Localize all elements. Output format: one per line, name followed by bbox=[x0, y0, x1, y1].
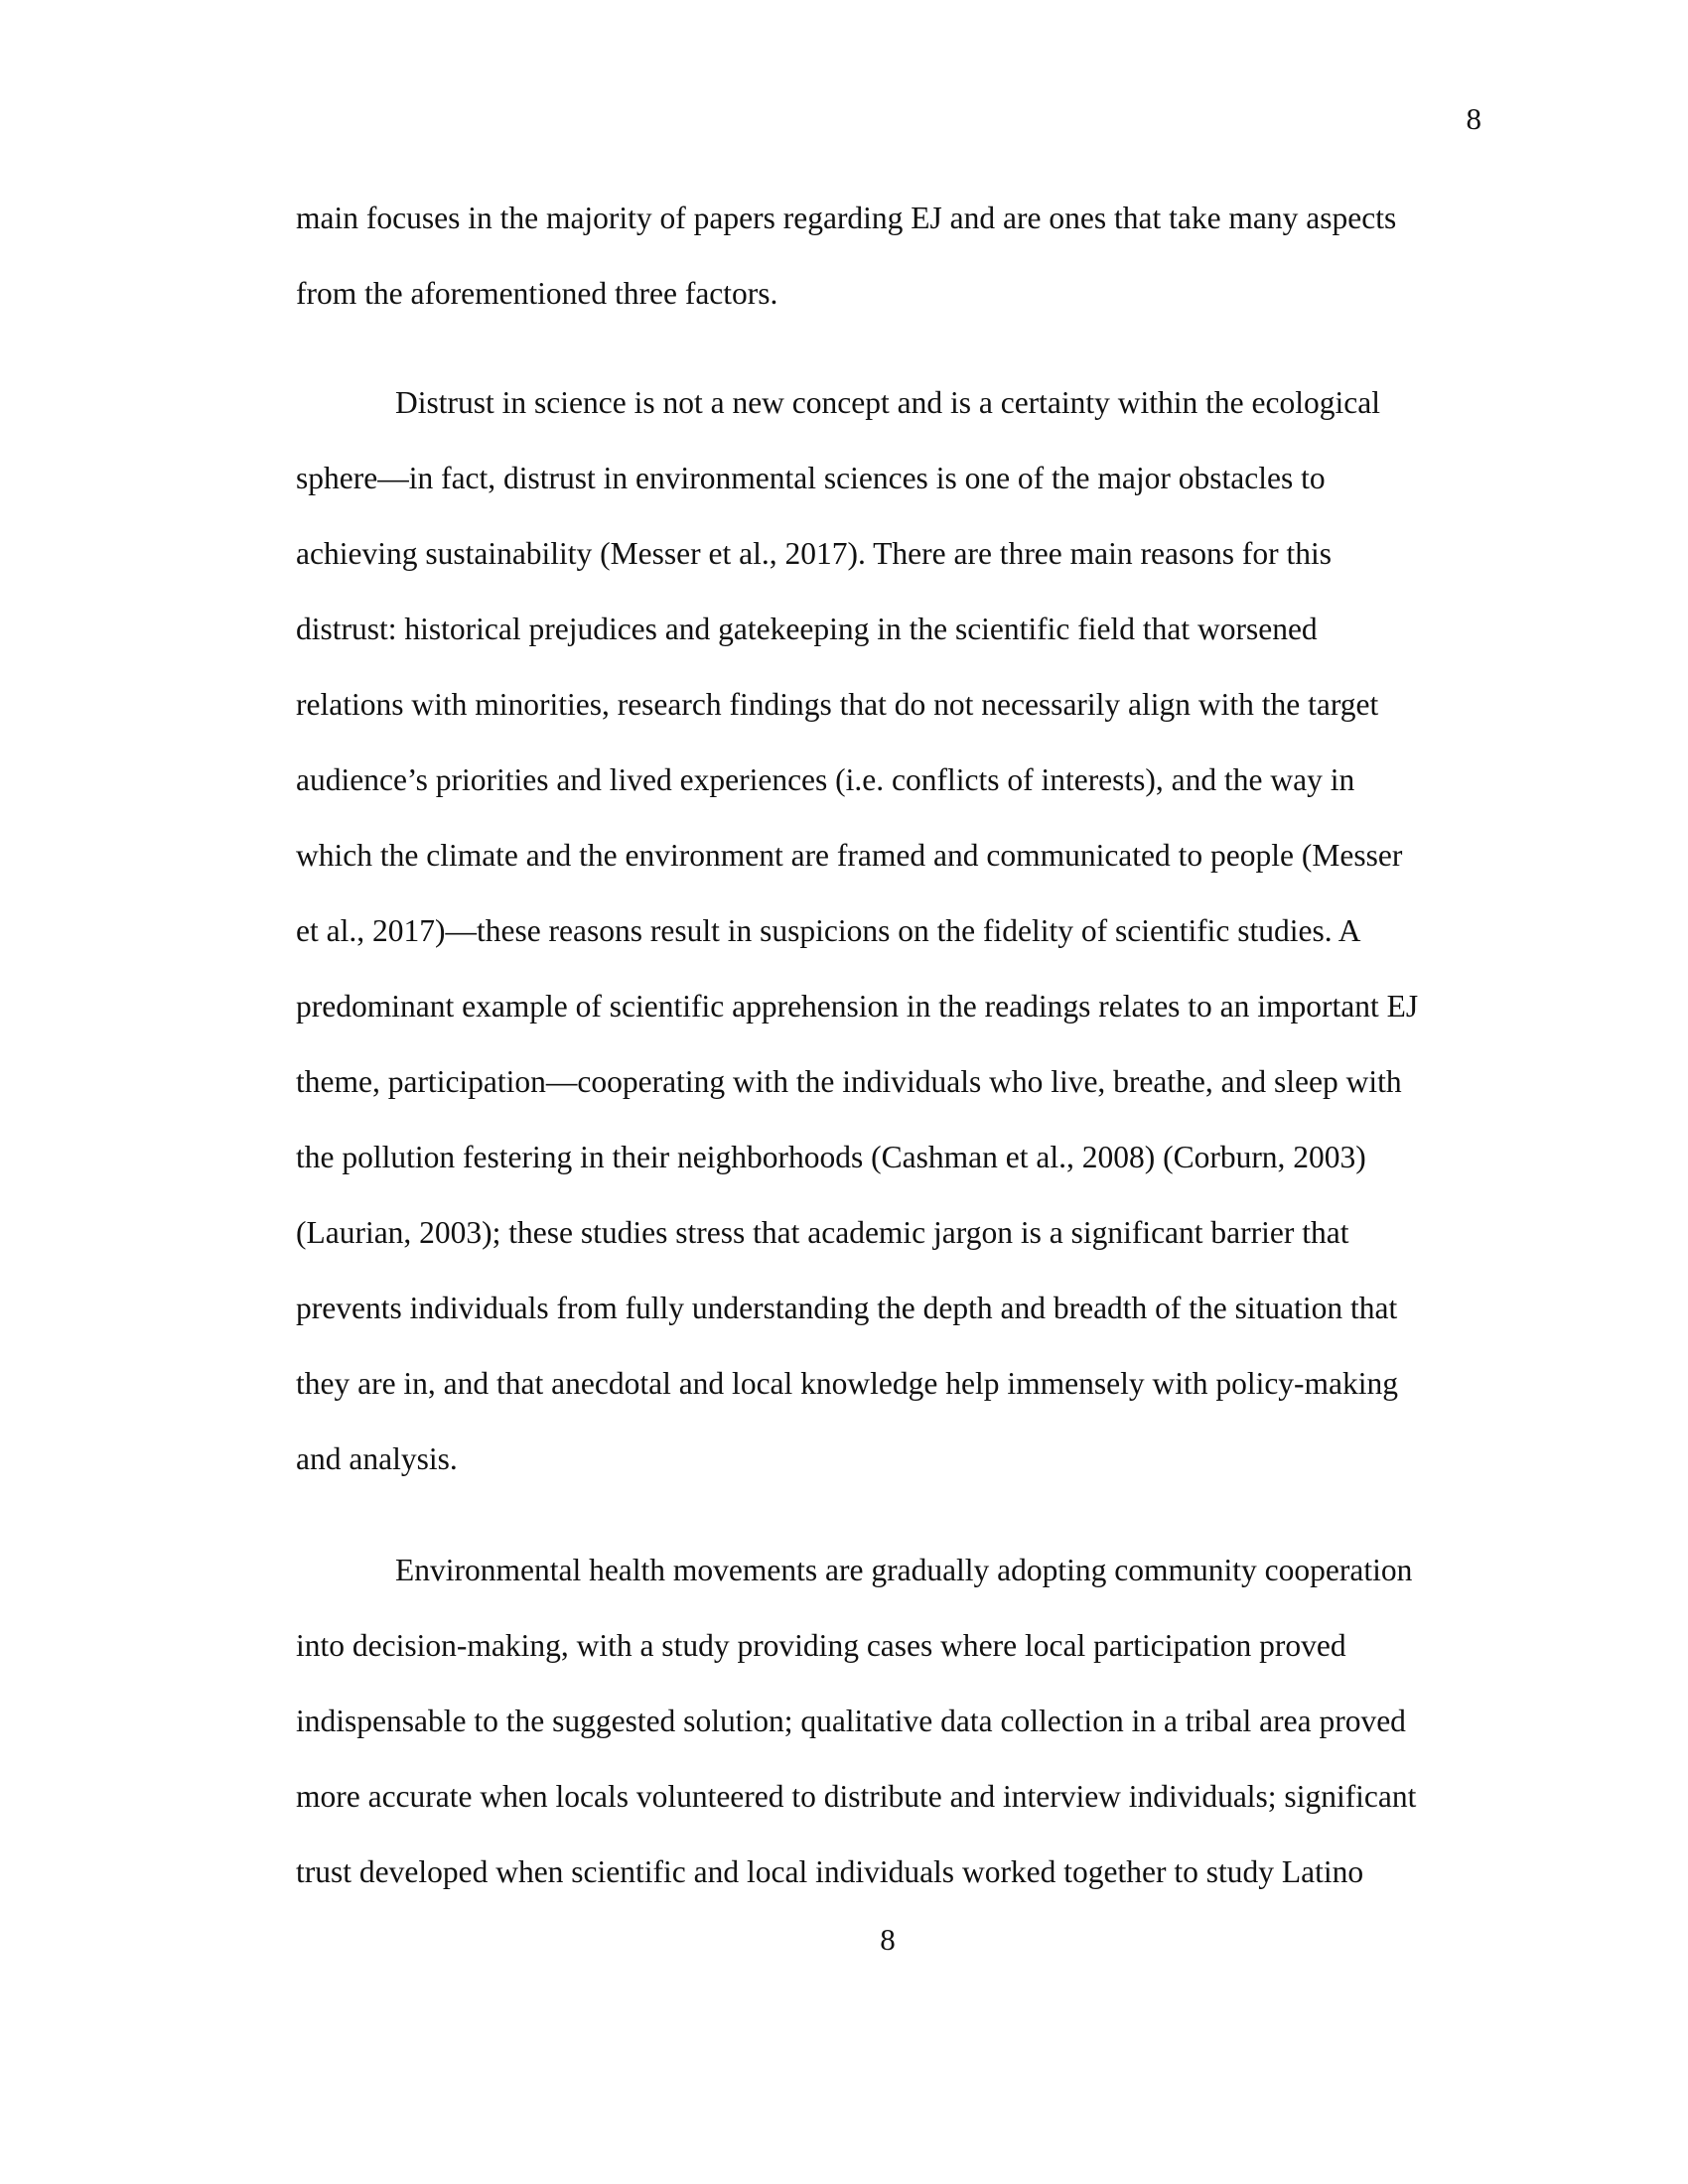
text-line: predominant example of scientific apprehension in the readings relates to an important EJ bbox=[296, 989, 1419, 1024]
paragraph-3 bbox=[296, 1533, 1487, 1910]
paragraph-1 bbox=[296, 181, 1487, 332]
page-number-header: 8 bbox=[1466, 101, 1481, 136]
text-line: the pollution festering in their neighborhoods (Cashman et al., 2008) (Corburn, 2003) bbox=[296, 1140, 1366, 1174]
paragraph-2 bbox=[296, 365, 1487, 1497]
text-line: prevents individuals from fully understanding the depth and breadth of the situation that bbox=[296, 1291, 1398, 1325]
text-line: they are in, and that anecdotal and local knowledge help immensely with policy-making bbox=[296, 1366, 1399, 1401]
text-line: achieving sustainability (Messer et al., 2017). There are three main reasons for this bbox=[296, 536, 1332, 571]
page-number-footer: 8 bbox=[880, 1922, 896, 1957]
text-line: and analysis. bbox=[296, 1441, 458, 1476]
text-line: Environmental health movements are gradually adopting community cooperation bbox=[395, 1553, 1413, 1587]
text-line: (Laurian, 2003); these studies stress that academic jargon is a significant barrier that bbox=[296, 1215, 1349, 1250]
text-line: which the climate and the environment are framed and communicated to people (Messer bbox=[296, 838, 1403, 873]
text-line: from the aforementioned three factors. bbox=[296, 276, 778, 311]
text-line: more accurate when locals volunteered to distribute and interview individuals; significant bbox=[296, 1779, 1417, 1814]
text-line: main focuses in the majority of papers regarding EJ and are ones that take many aspects bbox=[296, 201, 1397, 235]
text-line: et al., 2017)—these reasons result in suspicions on the fidelity of scientific studies. A bbox=[296, 913, 1361, 948]
text-line: distrust: historical prejudices and gatekeeping in the scientific field that worsened bbox=[296, 612, 1318, 646]
text-line: Distrust in science is not a new concept and is a certainty within the ecological bbox=[395, 385, 1380, 420]
text-line: theme, participation—cooperating with the individuals who live, breathe, and sleep with bbox=[296, 1064, 1402, 1099]
text-line: relations with minorities, research findings that do not necessarily align with the target bbox=[296, 687, 1379, 722]
text-line: audience’s priorities and lived experiences (i.e. conflicts of interests), and the way in bbox=[296, 762, 1355, 797]
text-line: trust developed when scientific and local individuals worked together to study Latino bbox=[296, 1854, 1364, 1889]
text-line: indispensable to the suggested solution; qualitative data collection in a tribal area proved bbox=[296, 1704, 1406, 1738]
text-line: sphere—in fact, distrust in environmental sciences is one of the major obstacles to bbox=[296, 461, 1326, 495]
text-line: into decision-making, with a study providing cases where local participation proved bbox=[296, 1628, 1346, 1663]
